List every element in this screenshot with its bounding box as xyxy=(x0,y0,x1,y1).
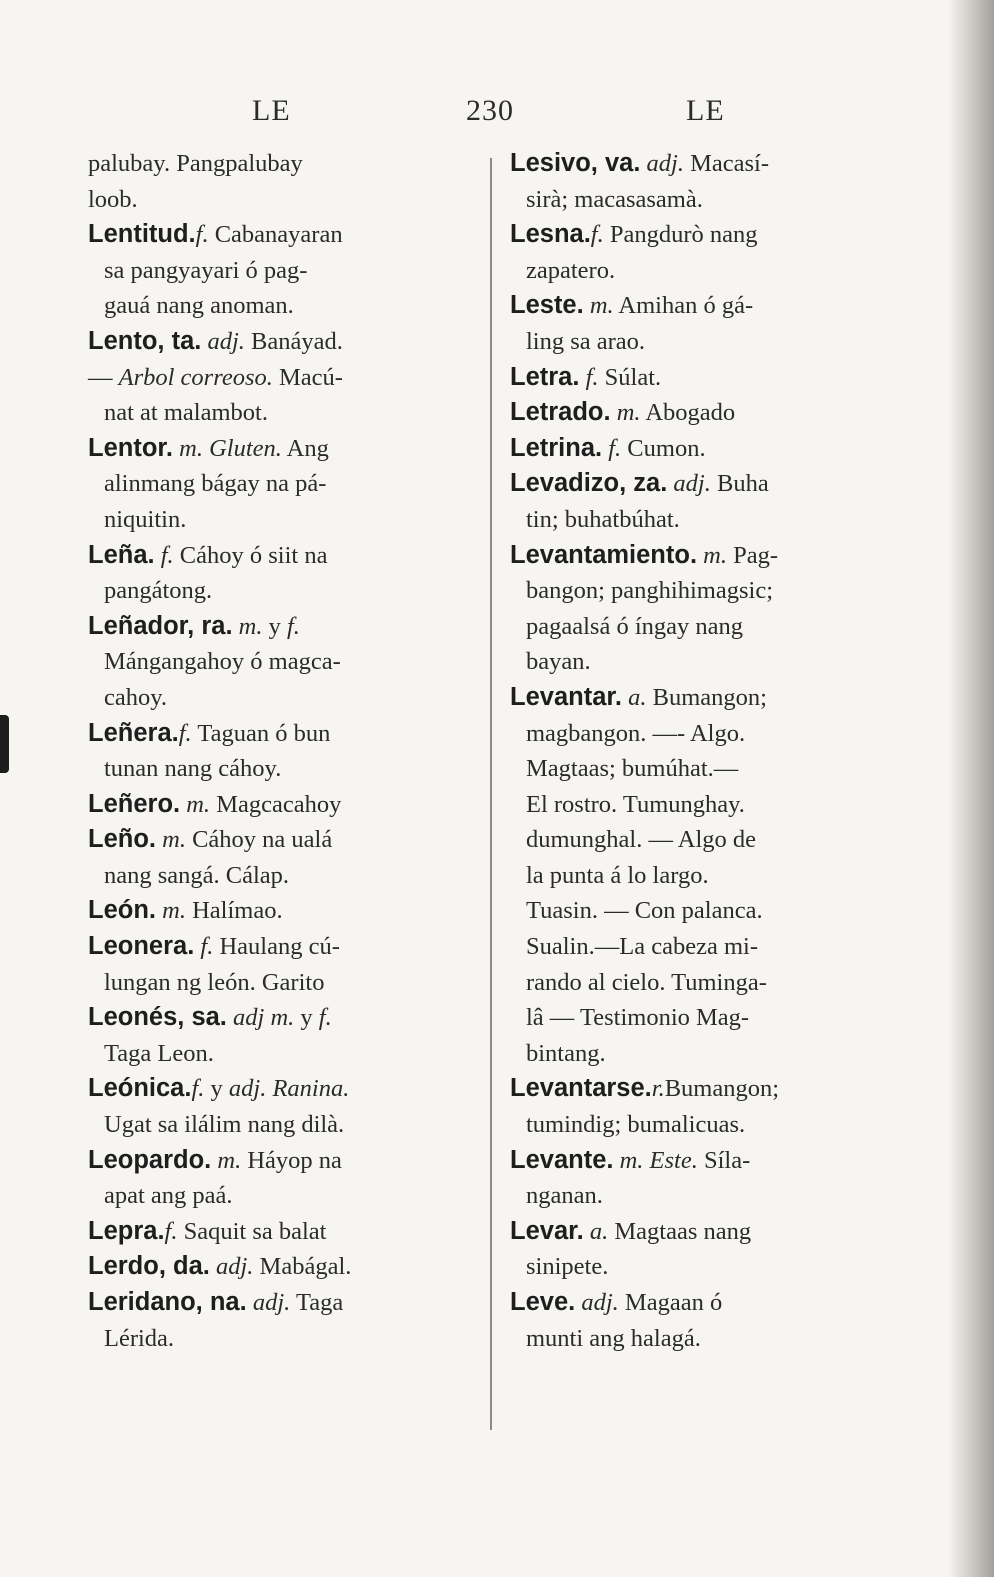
grammar-label: adj. xyxy=(667,470,711,498)
headword: Lepra. xyxy=(88,1216,165,1245)
headword: Letrado. xyxy=(510,398,611,427)
grammar-label: a. xyxy=(583,1217,609,1245)
entry-first-line xyxy=(510,538,902,574)
left-column xyxy=(88,146,474,1356)
entry-first-line xyxy=(510,360,902,396)
dictionary-entry xyxy=(88,716,474,787)
dictionary-entry xyxy=(88,1143,474,1214)
grammar-label: adj. xyxy=(575,1289,619,1316)
entry-continuation-line: dumunghal. — Algo de xyxy=(526,826,757,854)
grammar-label: f. xyxy=(154,541,174,569)
entry-continuation-line: magbangon. —- Algo. xyxy=(526,719,746,747)
dictionary-entry xyxy=(510,1214,902,1285)
entry-first-line xyxy=(510,146,902,182)
dictionary-entry xyxy=(510,1071,902,1142)
definition-text: Bumangon; xyxy=(664,1075,780,1103)
definition-text: Taguan ó bun xyxy=(191,719,331,747)
entry-first-line xyxy=(88,1249,474,1285)
entry-continuation-line: nat at malambot. xyxy=(104,399,268,427)
entry-first-line xyxy=(510,1071,902,1107)
page-number: 230 xyxy=(466,94,514,127)
grammar-label: adj. xyxy=(228,1075,267,1103)
running-header xyxy=(0,94,994,134)
entry-first-line xyxy=(88,1143,474,1179)
entry-continuation-line: bangon; panghihimagsic; xyxy=(526,577,773,605)
definition-text: Amihan ó gá- xyxy=(613,292,754,320)
entry-continuation-line: zapatero. xyxy=(526,256,616,284)
dictionary-entry xyxy=(88,217,474,324)
dictionary-entry xyxy=(88,360,474,431)
entry-continuation-line: Lérida. xyxy=(104,1324,175,1352)
dictionary-entry xyxy=(510,538,902,680)
entry-continuation-line: tunan nang cáhoy. xyxy=(104,755,282,783)
entry-continuation-line: pangátong. xyxy=(104,577,213,605)
grammar-label: m. xyxy=(610,399,641,427)
grammar-label: m. xyxy=(613,1146,644,1174)
definition-text: Háyop na xyxy=(241,1146,342,1174)
headword: Leonés, sa. xyxy=(88,1003,227,1032)
entry-continuation-line: bayan. xyxy=(526,648,591,676)
entry-first-line xyxy=(510,1143,902,1179)
headword: Leste. xyxy=(510,291,584,320)
headword: Lento, ta. xyxy=(88,326,202,355)
headword: Leña. xyxy=(88,540,155,569)
headword: Leónica. xyxy=(88,1074,192,1103)
dictionary-entry xyxy=(510,1285,902,1356)
entry-first-line xyxy=(88,431,474,467)
definition-text: Banáyad. xyxy=(244,327,343,355)
definition-text: Macú- xyxy=(272,363,343,391)
headword: Lesna. xyxy=(510,220,591,249)
headword: Leñera. xyxy=(88,718,179,747)
entry-first-line xyxy=(510,680,902,716)
grammar-label: f. xyxy=(164,1217,178,1245)
entry-first-line xyxy=(88,716,474,752)
definition-text: Taga xyxy=(290,1289,344,1316)
entry-continuation-line: Magtaas; bumúhat.— xyxy=(526,755,739,783)
grammar-label: f. xyxy=(590,221,604,249)
entry-continuation-line: munti ang halagá. xyxy=(526,1324,701,1352)
entry-continuation-line: sirà; macasasamà. xyxy=(526,185,703,213)
dictionary-entry xyxy=(88,822,474,893)
dictionary-entry xyxy=(88,929,474,1000)
grammar-label: f. xyxy=(287,612,300,640)
entry-first-line xyxy=(88,1285,474,1321)
dictionary-entry xyxy=(510,431,902,467)
entry-continuation-line: Ugat sa ilálim nang dilà. xyxy=(104,1111,345,1139)
grammar-label: adj. xyxy=(246,1289,291,1316)
definition-text: Súlat. xyxy=(598,363,662,391)
entry-first-line xyxy=(88,324,474,360)
entry-first-line xyxy=(88,929,474,965)
dictionary-entry xyxy=(88,1214,474,1250)
grammar-label: m. xyxy=(156,897,186,925)
right-column xyxy=(510,146,902,1356)
dictionary-entry xyxy=(510,680,902,1072)
entry-first-line xyxy=(510,431,902,467)
entry-continuation-line: loob. xyxy=(88,185,138,213)
headword: Lesivo, va. xyxy=(510,149,641,177)
ink-blot xyxy=(0,715,9,773)
headword: Letrina. xyxy=(510,433,603,462)
header-left-guideword: LE xyxy=(252,94,291,127)
spanish-phrase: Arbol correoso. xyxy=(118,363,273,391)
entry-continuation-line: la punta á lo largo. xyxy=(526,861,709,889)
entry-continuation-line: tin; buhatbúhat. xyxy=(526,505,680,533)
headword: Leño. xyxy=(88,825,156,854)
dictionary-entry xyxy=(88,146,474,217)
grammar-label: adj. xyxy=(209,1253,254,1281)
entry-first-line xyxy=(88,787,474,823)
definition-text: Macasí- xyxy=(683,150,770,177)
definition-text: Cáhoy ó siit na xyxy=(173,541,328,569)
page-edge-shadow xyxy=(948,0,994,1577)
definition-text: Ang xyxy=(281,434,329,462)
entry-continuation-line: nang sangá. Cálap. xyxy=(104,861,290,889)
definition-text: Magcacahoy xyxy=(210,790,342,818)
headword: León. xyxy=(88,896,156,925)
entry-first-line xyxy=(88,893,474,929)
entry-first-line xyxy=(88,822,474,858)
entry-first-line xyxy=(88,1000,474,1036)
entry-continuation-line: tumindig; bumalicuas. xyxy=(526,1111,746,1139)
definition-text: Haulang cú- xyxy=(213,933,340,961)
grammar-label: f. xyxy=(318,1004,332,1032)
grammar-label: m. xyxy=(173,434,203,462)
definition-text: Pangdurò nang xyxy=(603,221,758,249)
headword: Levantar. xyxy=(510,682,622,711)
header-right-guideword: LE xyxy=(686,94,725,127)
entry-continuation-line: lungan ng león. Garito xyxy=(104,968,325,996)
dictionary-entry xyxy=(88,1285,474,1356)
entry-continuation-line: sinipete. xyxy=(526,1253,609,1281)
dictionary-entry xyxy=(88,1071,474,1142)
headword: Levar. xyxy=(510,1216,584,1245)
headword: Lerdo, da. xyxy=(88,1252,210,1281)
entry-first-line xyxy=(88,1071,474,1107)
entry-continuation-line: lâ — Testimonio Mag- xyxy=(526,1004,750,1032)
grammar-label: m. xyxy=(211,1146,242,1174)
entry-continuation-line: ling sa arao. xyxy=(526,327,646,355)
definition-text: y xyxy=(262,612,287,640)
dictionary-entry xyxy=(88,324,474,360)
grammar-label: f. xyxy=(178,719,192,747)
grammar-label: m. xyxy=(232,612,263,640)
grammar-label: f. xyxy=(602,434,622,462)
definition-text: Cáhoy na ualá xyxy=(185,826,333,854)
definition-text: y xyxy=(204,1075,229,1103)
grammar-label: m. xyxy=(156,826,186,854)
definition-text: Magtaas nang xyxy=(608,1217,752,1245)
entry-continuation-line: sa pangyayari ó pag- xyxy=(104,256,308,284)
dictionary-entry xyxy=(88,609,474,716)
headword: Leñador, ra. xyxy=(88,611,233,640)
definition-text: Cumon. xyxy=(621,434,706,462)
definition-text: Pag- xyxy=(727,541,779,569)
entry-continuation-line: El rostro. Tumunghay. xyxy=(526,790,745,818)
headword: Leonera. xyxy=(88,932,195,961)
grammar-label: f. xyxy=(191,1075,205,1103)
dictionary-entry xyxy=(510,360,902,396)
headword: Lentitud. xyxy=(88,220,196,249)
definition-text: Buha xyxy=(710,470,769,498)
column-divider xyxy=(490,158,492,1430)
spanish-phrase: Gluten. xyxy=(202,434,282,462)
definition-text: Magaan ó xyxy=(618,1289,723,1316)
entry-first-line xyxy=(88,538,474,574)
grammar-label: r. xyxy=(651,1075,665,1103)
grammar-label: m. xyxy=(264,1004,295,1032)
headword: Leopardo. xyxy=(88,1145,212,1174)
definition-text: Saquit sa balat xyxy=(177,1217,327,1245)
entry-continuation-line: bintang. xyxy=(526,1039,606,1067)
headword: Letra. xyxy=(510,362,580,391)
grammar-label: m. xyxy=(697,541,727,569)
entry-continuation-line: palubay. Pangpalubay xyxy=(88,150,303,177)
headword: Levantamiento. xyxy=(510,540,698,569)
grammar-label: f. xyxy=(194,933,214,961)
grammar-label: m. xyxy=(583,292,614,320)
entry-first-line xyxy=(510,217,902,253)
definition-text: Síla- xyxy=(697,1146,751,1174)
headword: Levadizo, za. xyxy=(510,469,668,498)
entry-first-line xyxy=(88,360,474,396)
dictionary-entry xyxy=(88,538,474,609)
headword: Leñero. xyxy=(88,789,181,818)
entry-continuation-line: nganan. xyxy=(526,1182,603,1210)
entry-continuation-line: pagaalsá ó íngay nang xyxy=(526,612,744,640)
dictionary-entry xyxy=(510,146,902,217)
entry-first-line xyxy=(510,1285,902,1321)
dictionary-entry xyxy=(510,1143,902,1214)
definition-text: Mabágal. xyxy=(253,1253,352,1281)
dictionary-entry xyxy=(88,787,474,823)
definition-text: Halímao. xyxy=(185,897,283,925)
grammar-label: a. xyxy=(621,683,647,711)
dictionary-entry xyxy=(88,1249,474,1285)
dictionary-entry xyxy=(510,395,902,431)
entry-continuation-line: Taga Leon. xyxy=(104,1039,214,1067)
definition-text: y xyxy=(294,1004,319,1032)
definition-text: Bumangon; xyxy=(646,683,767,711)
entry-continuation-line: gauá nang anoman. xyxy=(104,292,294,320)
entry-continuation-line: cahoy. xyxy=(104,683,168,711)
dictionary-entry xyxy=(510,288,902,359)
definition-text: Abogado xyxy=(640,399,736,427)
spanish-phrase: Ranina. xyxy=(266,1075,350,1103)
dictionary-entry xyxy=(88,893,474,929)
grammar-label: m. xyxy=(180,790,211,818)
entry-first-line xyxy=(88,609,474,645)
headword: Levantarse. xyxy=(510,1074,652,1103)
definition-text: — xyxy=(88,363,119,391)
headword: Lentor. xyxy=(88,433,174,462)
dictionary-entry xyxy=(510,217,902,288)
entry-continuation-line: Mángangahoy ó magca- xyxy=(104,648,341,676)
entry-continuation-line: rando al cielo. Tuminga- xyxy=(526,968,767,996)
grammar-label: adj xyxy=(226,1004,265,1032)
entry-first-line xyxy=(510,1214,902,1250)
grammar-label: f. xyxy=(195,221,209,249)
entry-first-line xyxy=(510,395,902,431)
headword: Leridano, na. xyxy=(88,1288,247,1316)
definition-text: Cabanayaran xyxy=(208,221,343,249)
dictionary-entry xyxy=(510,466,902,537)
dictionary-entry xyxy=(88,431,474,538)
entry-first-line xyxy=(88,1214,474,1250)
grammar-label: f. xyxy=(579,363,599,391)
entry-first-line xyxy=(510,288,902,324)
headword: Levante. xyxy=(510,1145,614,1174)
headword: Leve. xyxy=(510,1288,576,1316)
grammar-label: adj. xyxy=(640,150,684,177)
entry-continuation-line: alinmang bágay na pá- xyxy=(104,470,327,498)
entry-continuation-line: niquitin. xyxy=(104,505,187,533)
entry-continuation-line: apat ang paá. xyxy=(104,1182,233,1210)
grammar-label: adj. xyxy=(201,327,245,355)
dictionary-entry xyxy=(88,1000,474,1071)
entry-continuation-line: Tuasin. — Con palanca. xyxy=(526,897,763,925)
spanish-phrase: Este. xyxy=(643,1146,698,1174)
entry-continuation-line: Sualin.—La cabeza mi- xyxy=(526,933,758,961)
entry-first-line xyxy=(88,217,474,253)
entry-first-line xyxy=(510,466,902,502)
